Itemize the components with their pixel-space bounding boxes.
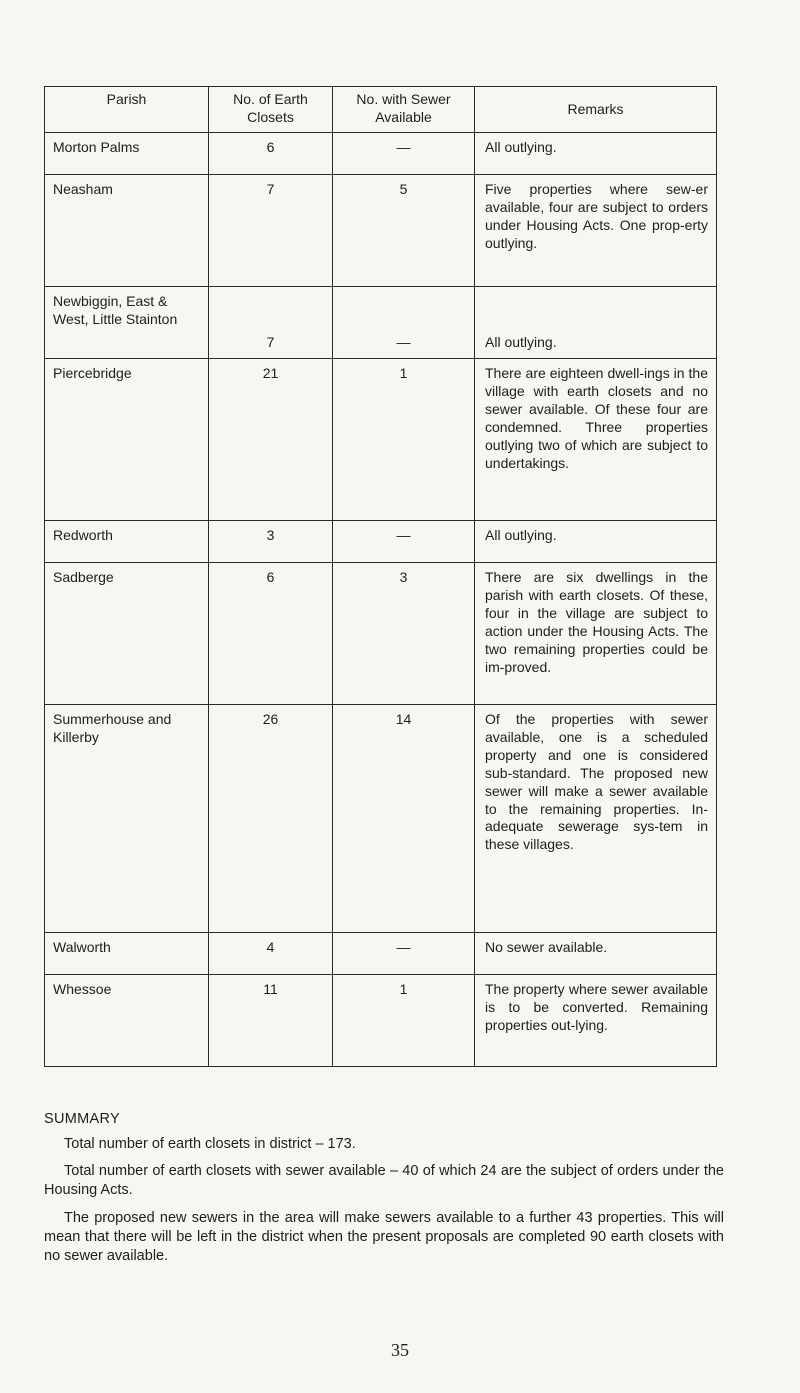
- cell-parish: Sadberge: [45, 563, 209, 705]
- cell-remarks: There are eighteen dwell-ings in the village with earth closets and no sewer available. Of these four are condemned. Three properties outlying two of which are subject to undertakings.: [475, 359, 717, 521]
- table-row: [45, 175, 717, 287]
- table-row: [45, 975, 717, 1067]
- summary-heading: SUMMARY: [44, 1111, 120, 1127]
- cell-closets: 11: [209, 975, 333, 1067]
- cell-closets: 26: [209, 705, 333, 933]
- cell-sewer: 1: [333, 359, 475, 521]
- cell-remarks: All outlying.: [475, 521, 717, 563]
- cell-remarks: Five properties where sew-er available, four are subject to orders under Housing Acts. One prop-erty outlying.: [475, 175, 717, 287]
- cell-parish: Neasham: [45, 175, 209, 287]
- table-row: [45, 287, 717, 359]
- earth-closets-table: [44, 86, 717, 1067]
- cell-closets: 3: [209, 521, 333, 563]
- cell-remarks: All outlying.: [475, 133, 717, 175]
- cell-sewer: —: [333, 521, 475, 563]
- summary-paragraph: The proposed new sewers in the area will make sewers available to a further 43 properties. This will mean that there will be left in the district when the present proposals are completed 90 earth closets with no sewer available.: [44, 1209, 724, 1264]
- cell-parish: Piercebridge: [45, 359, 209, 521]
- cell-parish: Walworth: [45, 933, 209, 975]
- cell-sewer: —: [333, 287, 475, 359]
- cell-remarks: All outlying.: [475, 287, 717, 359]
- cell-closets: 7: [209, 175, 333, 287]
- cell-parish: Whessoe: [45, 975, 209, 1067]
- table-row: [45, 933, 717, 975]
- table-row: [45, 563, 717, 705]
- cell-sewer: 14: [333, 705, 475, 933]
- cell-remarks: The property where sewer available is to be converted. Remaining properties out-lying.: [475, 975, 717, 1067]
- cell-sewer: —: [333, 933, 475, 975]
- cell-parish: Summerhouse and Killerby: [45, 705, 209, 933]
- cell-sewer: 3: [333, 563, 475, 705]
- cell-closets: 6: [209, 133, 333, 175]
- cell-sewer: —: [333, 133, 475, 175]
- header-earth-closets: No. of Earth Closets: [209, 87, 333, 133]
- cell-sewer: 5: [333, 175, 475, 287]
- table-row: [45, 521, 717, 563]
- table-row: [45, 359, 717, 521]
- header-sewer-available: No. with Sewer Available: [333, 87, 475, 133]
- cell-closets: 21: [209, 359, 333, 521]
- table-row: [45, 705, 717, 933]
- summary-paragraph: Total number of earth closets in district – 173.: [64, 1136, 356, 1153]
- summary-section: [44, 1110, 724, 1274]
- cell-parish: Morton Palms: [45, 133, 209, 175]
- cell-parish: Newbiggin, East & West, Little Stainton: [45, 287, 209, 359]
- table-header-row: [45, 87, 717, 133]
- header-remarks: Remarks: [475, 87, 717, 133]
- summary-paragraph: Total number of earth closets with sewer available – 40 of which 24 are the subject of orders under the Housing Acts.: [44, 1163, 724, 1199]
- page-number: 35: [391, 1340, 409, 1360]
- cell-closets: 7: [209, 287, 333, 359]
- cell-remarks: Of the properties with sewer available, one is a scheduled property and one is considered sub-standard. The proposed new sewer will make a sewer available to the remaining properties. In-adequate sewerage sys-tem in these villages.: [475, 705, 717, 933]
- cell-closets: 4: [209, 933, 333, 975]
- header-parish: Parish: [45, 87, 209, 133]
- cell-remarks: There are six dwellings in the parish with earth closets. Of these, four in the village are subject to action under the Housing Acts. The two remaining properties could be im-proved.: [475, 563, 717, 705]
- cell-parish: Redworth: [45, 521, 209, 563]
- table-row: [45, 133, 717, 175]
- cell-closets: 6: [209, 563, 333, 705]
- cell-remarks: No sewer available.: [475, 933, 717, 975]
- cell-sewer: 1: [333, 975, 475, 1067]
